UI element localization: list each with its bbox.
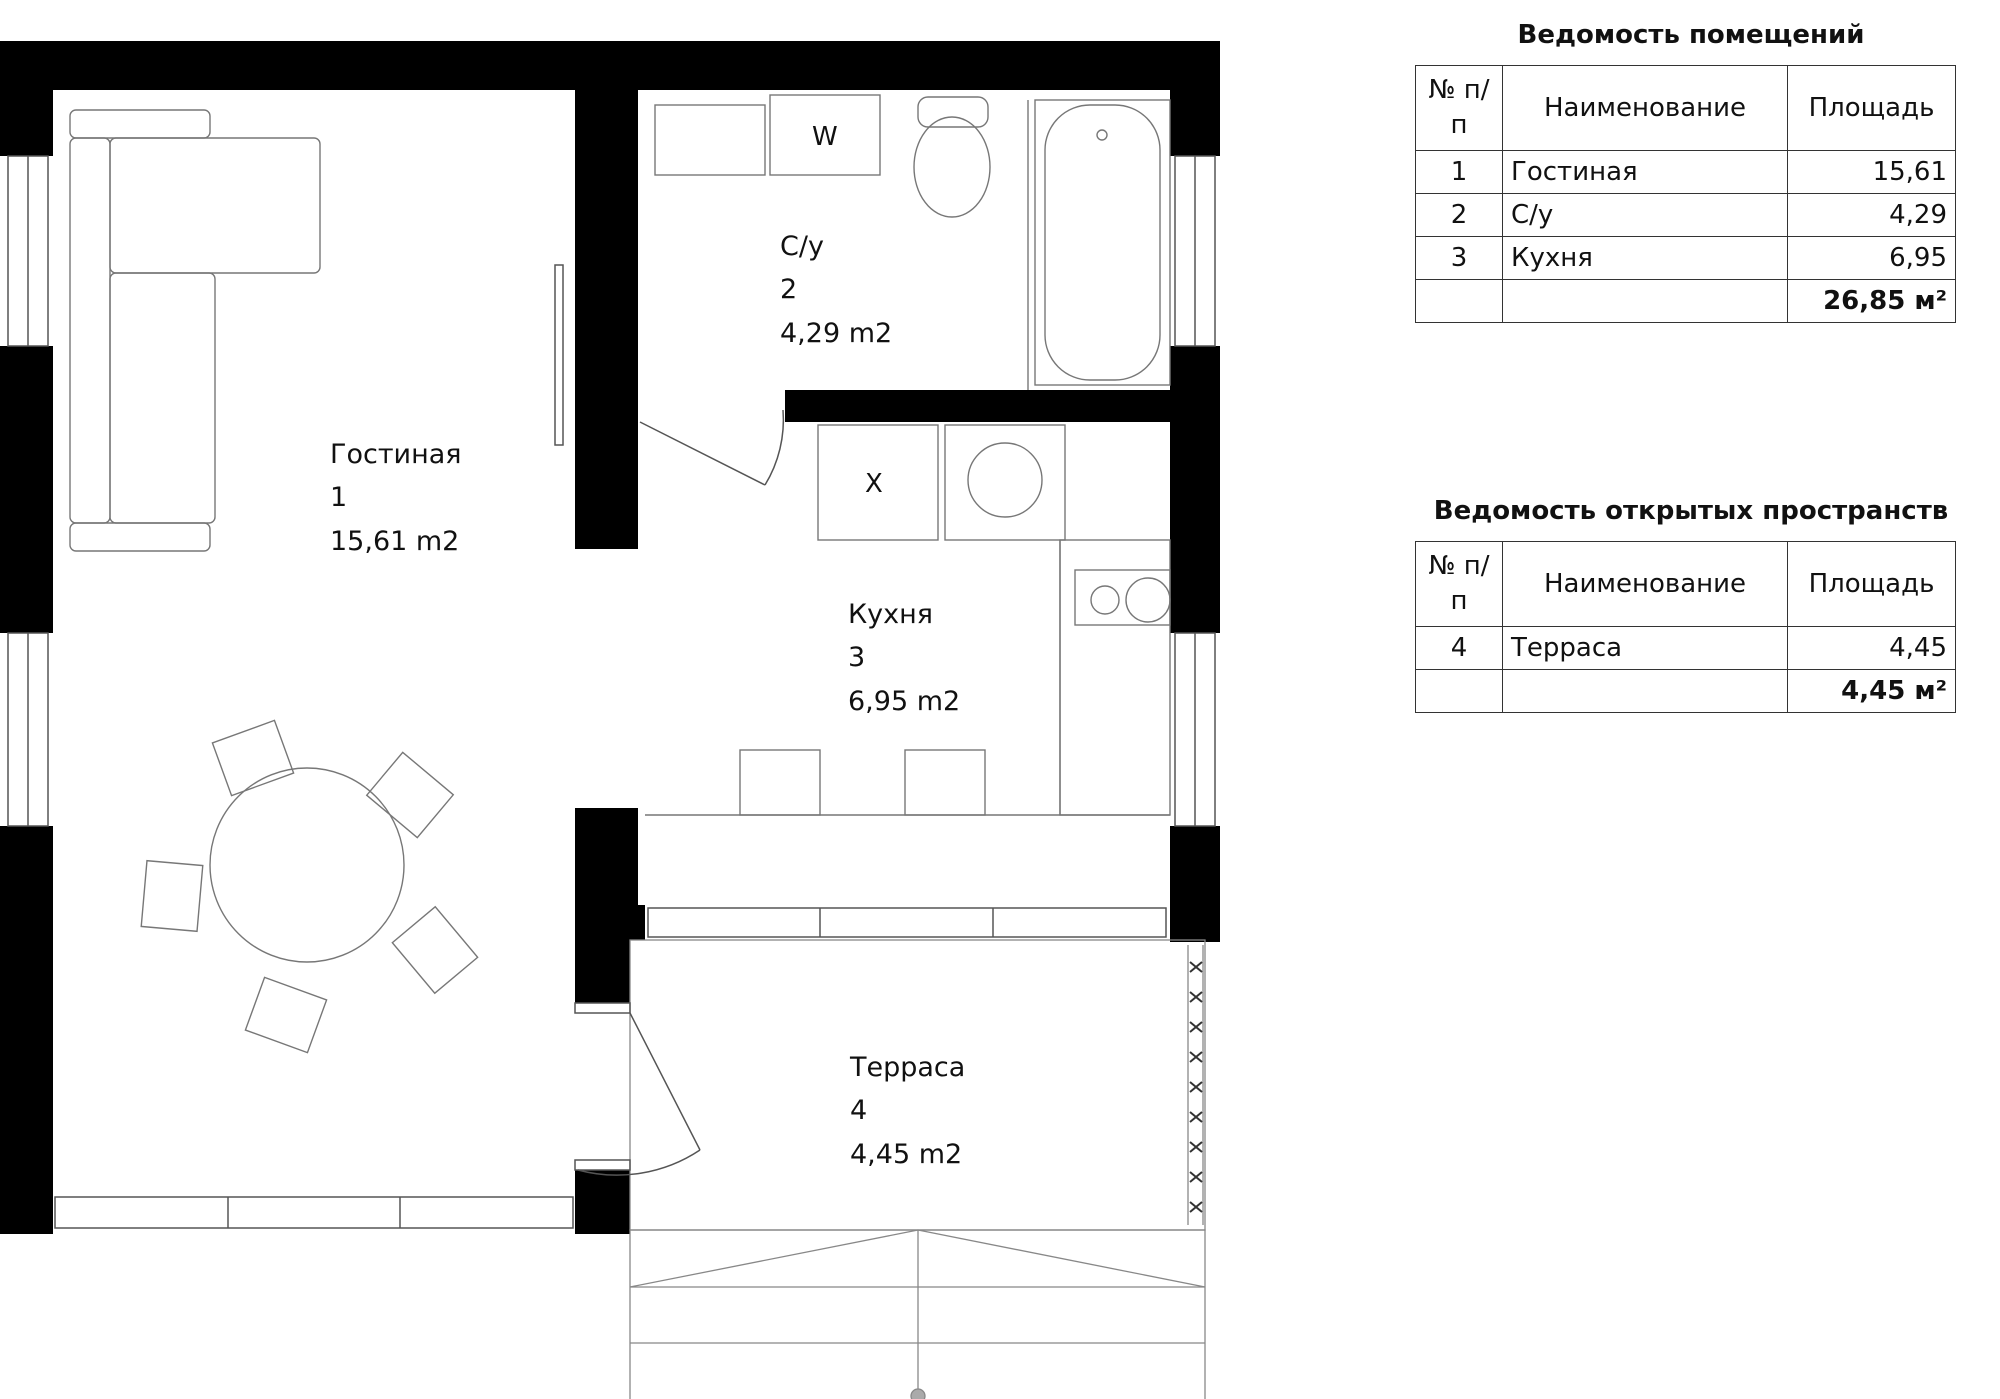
cell-name: Кухня xyxy=(1503,237,1788,280)
cell-num: 3 xyxy=(1416,237,1503,280)
open-spaces-schedule xyxy=(1415,496,1967,713)
wall-right-3 xyxy=(1170,826,1220,942)
wall-left-3 xyxy=(0,826,53,1234)
room-name: Терраса xyxy=(850,1052,966,1083)
table-row xyxy=(1416,151,1956,194)
wall-kitchen-bottom xyxy=(575,905,645,940)
rooms-schedule-title: Ведомость помещений xyxy=(1517,20,1865,50)
wall-partition-4 xyxy=(575,1170,630,1234)
room-number: 3 xyxy=(848,642,866,673)
cell-num: 1 xyxy=(1416,151,1503,194)
room-area: 4,29 m2 xyxy=(780,318,893,349)
wall-partition-1 xyxy=(575,41,638,549)
wall-bottom-living xyxy=(0,1194,53,1234)
table-total-row xyxy=(1416,670,1956,713)
room-area: 15,61 m2 xyxy=(330,526,460,557)
table-header-row xyxy=(1416,66,1956,151)
cell-name: Терраса xyxy=(1503,627,1788,670)
cell-num: 4 xyxy=(1416,627,1503,670)
room-label-bathroom xyxy=(780,231,892,349)
total-area: 26,85 м² xyxy=(1788,280,1956,323)
cell-name: С/у xyxy=(1503,194,1788,237)
sofa xyxy=(70,110,320,551)
room-number: 4 xyxy=(850,1095,868,1126)
header-name: Наименование xyxy=(1503,66,1788,151)
washer-label: W xyxy=(812,122,838,152)
cell-area: 4,29 xyxy=(1788,194,1956,237)
cell-num: 2 xyxy=(1416,194,1503,237)
cell-area: 15,61 xyxy=(1788,151,1956,194)
cell-area: 6,95 xyxy=(1788,237,1956,280)
header-area: Площадь xyxy=(1788,542,1956,627)
table-row xyxy=(1416,194,1956,237)
room-number: 2 xyxy=(780,274,798,305)
room-area: 6,95 m2 xyxy=(848,686,961,717)
cell-name: Гостиная xyxy=(1503,151,1788,194)
header-num: № п/п xyxy=(1416,66,1503,151)
open-schedule-table xyxy=(1415,541,1956,713)
room-label-living xyxy=(330,439,462,557)
railing-marks xyxy=(1190,962,1202,1212)
header-name: Наименование xyxy=(1503,542,1788,627)
wall-left-1 xyxy=(0,41,53,156)
room-label-terrace xyxy=(849,1052,965,1170)
cell-area: 4,45 xyxy=(1788,627,1956,670)
table-row xyxy=(1416,627,1956,670)
table-row xyxy=(1416,237,1956,280)
room-name: Кухня xyxy=(848,599,934,630)
rooms-schedule xyxy=(1415,20,1967,323)
header-area: Площадь xyxy=(1788,66,1956,151)
rooms-schedule-table xyxy=(1415,65,1956,323)
room-area: 4,45 m2 xyxy=(850,1139,963,1170)
header-num: № п/п xyxy=(1416,542,1503,627)
bathroom-fixtures xyxy=(655,95,1170,390)
wall-right-2 xyxy=(1170,346,1220,633)
table-total-row xyxy=(1416,280,1956,323)
room-name: Гостиная xyxy=(330,439,462,470)
walls xyxy=(0,41,1220,1234)
table-header-row xyxy=(1416,542,1956,627)
total-area: 4,45 м² xyxy=(1788,670,1956,713)
wall-bath-kitchen xyxy=(785,390,1170,422)
room-label-kitchen xyxy=(848,599,960,717)
wall-right-1 xyxy=(1170,41,1220,156)
wall-partition-2 xyxy=(575,808,638,908)
fridge-label: X xyxy=(865,469,883,499)
dining-set xyxy=(141,720,477,1052)
room-number: 1 xyxy=(330,482,348,513)
wall-left-2 xyxy=(0,346,53,633)
open-schedule-title: Ведомость открытых пространств xyxy=(1433,496,1949,526)
room-name: С/у xyxy=(780,231,824,262)
